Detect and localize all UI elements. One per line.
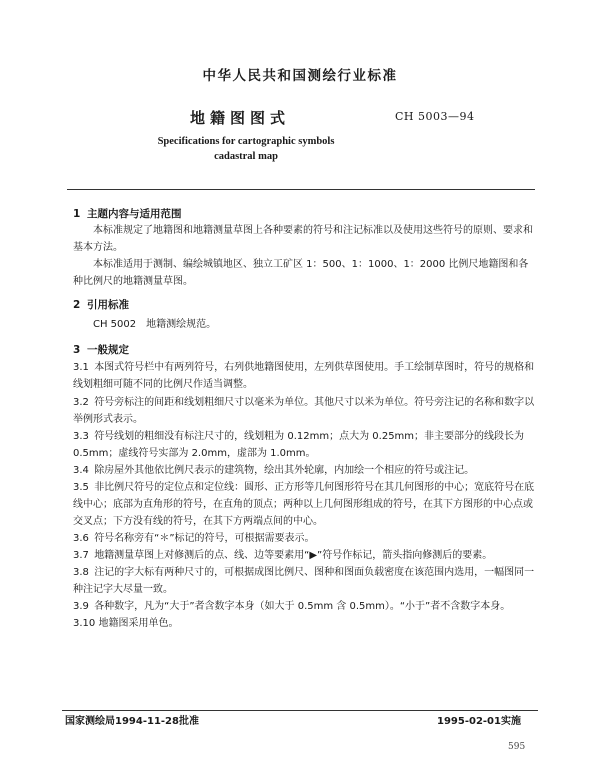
clause-number: 3.3 <box>73 431 89 442</box>
clause-number: 3.6 <box>73 533 89 544</box>
section-2-heading <box>73 297 129 312</box>
section-title: 一般规定 <box>87 344 129 356</box>
clause-number: 3.9 <box>73 601 89 612</box>
clause-text: 地籍测量草图上对修测后的点、线、边等要素用“▶”符号作标记，箭头指向修测后的要素。 <box>94 550 493 561</box>
clause-3-4 <box>73 463 538 480</box>
publisher-heading: 中华人民共和国测绘行业标准 <box>202 68 398 84</box>
clause-text: 符号线划的粗细没有标注尺寸的，线划粗为 0.12mm；点大为 0.25mm；非主要部分的线段长为 0.5mm；虚线符号实部为 2.0mm，虚部为 1.0mm。 <box>73 431 525 459</box>
page-number: 595 <box>508 742 526 752</box>
clause-3-9 <box>73 599 538 616</box>
english-title-line-2: cadastral map <box>214 151 278 162</box>
standard-code: CH 5003—94 <box>395 110 475 123</box>
clause-text: 符号名称旁有“＊”标记的符号，可根据需要表示。 <box>94 533 315 544</box>
clause-3-2 <box>73 395 538 429</box>
standard-title: 地籍图图式 <box>190 109 291 127</box>
clause-3-1 <box>73 360 538 394</box>
clause-number: 3.1 <box>73 362 89 373</box>
section-number: 3 <box>73 344 81 356</box>
clause-number: 3.8 <box>73 567 89 578</box>
clause-3-3 <box>73 429 538 463</box>
clause-3-6 <box>73 531 538 548</box>
clause-text: 本图式符号栏中有两列符号，右列供地籍图使用，左列供草图使用。手工绘制草图时，符号的规格和线划粗细可随不同的比例尺作适当调整。 <box>73 362 535 390</box>
section-1-paragraph-1: 本标准规定了地籍图和地籍测量草图上各种要素的符号和注记标准以及使用这些符号的原则、要求和基本方法。 <box>73 225 533 253</box>
clause-3-10 <box>73 616 538 633</box>
approval-date: 国家测绘局1994-11-28批准 <box>65 716 199 727</box>
top-divider <box>67 189 535 190</box>
clause-text: 符号旁标注的间距和线划粗细尺寸以毫米为单位。其他尺寸以米为单位。符号旁注记的名称和数字以举例形式表示。 <box>73 397 535 425</box>
clause-number: 3.7 <box>73 550 89 561</box>
section-1-paragraph-2: 本标准适用于测制、编绘城镇地区、独立工矿区 1：500、1：1000、1：2000 比例尺地籍图和各种比例尺的地籍测量草图。 <box>73 259 529 287</box>
section-title: 引用标准 <box>87 299 129 311</box>
section-number: 1 <box>73 208 81 220</box>
clause-number: 3.5 <box>73 482 89 493</box>
section-number: 2 <box>73 299 81 311</box>
clause-number: 3.2 <box>73 397 89 408</box>
clause-text: 除房屋外其他依比例尺表示的建筑物，绘出其外轮廓，内加绘一个相应的符号或注记。 <box>94 465 475 476</box>
section-3-heading <box>73 342 129 357</box>
section-1-heading <box>73 206 182 221</box>
clause-text: 非比例尺符号的定位点和定位线：圆形、正方形等几何图形符号在其几何图形的中心；宽底符号在底线中心；底部为直角形的符号，在直角的顶点；两种以上几何图形组成的符号，在其下方图形的中心点或交叉点；下方没有线的符号，在其下方两端点间的中心。 <box>73 482 535 527</box>
section-2-reference: CH 5002 地籍测绘规范。 <box>93 319 217 330</box>
clause-number: 3.10 <box>73 618 96 629</box>
effective-date: 1995-02-01实施 <box>437 716 521 727</box>
clause-3-5 <box>73 480 538 530</box>
english-title-line-1: Specifications for cartographic symbols <box>157 136 335 147</box>
bottom-divider <box>62 710 538 711</box>
clause-text: 注记的字大标有两种尺寸的，可根据成图比例尺、图种和图面负载密度在该范围内选用，一幅图同一种注记字大尽量一致。 <box>73 567 535 595</box>
clause-3-7 <box>73 548 538 565</box>
clause-text: 地籍图采用单色。 <box>98 618 179 629</box>
clause-3-8 <box>73 565 538 599</box>
section-title: 主题内容与适用范围 <box>87 208 182 220</box>
clause-text: 各种数字，凡为“大于”者含数字本身（如大于 0.5mm 含 0.5mm）。“小于”者不含数字本身。 <box>94 601 511 612</box>
clause-number: 3.4 <box>73 465 89 476</box>
